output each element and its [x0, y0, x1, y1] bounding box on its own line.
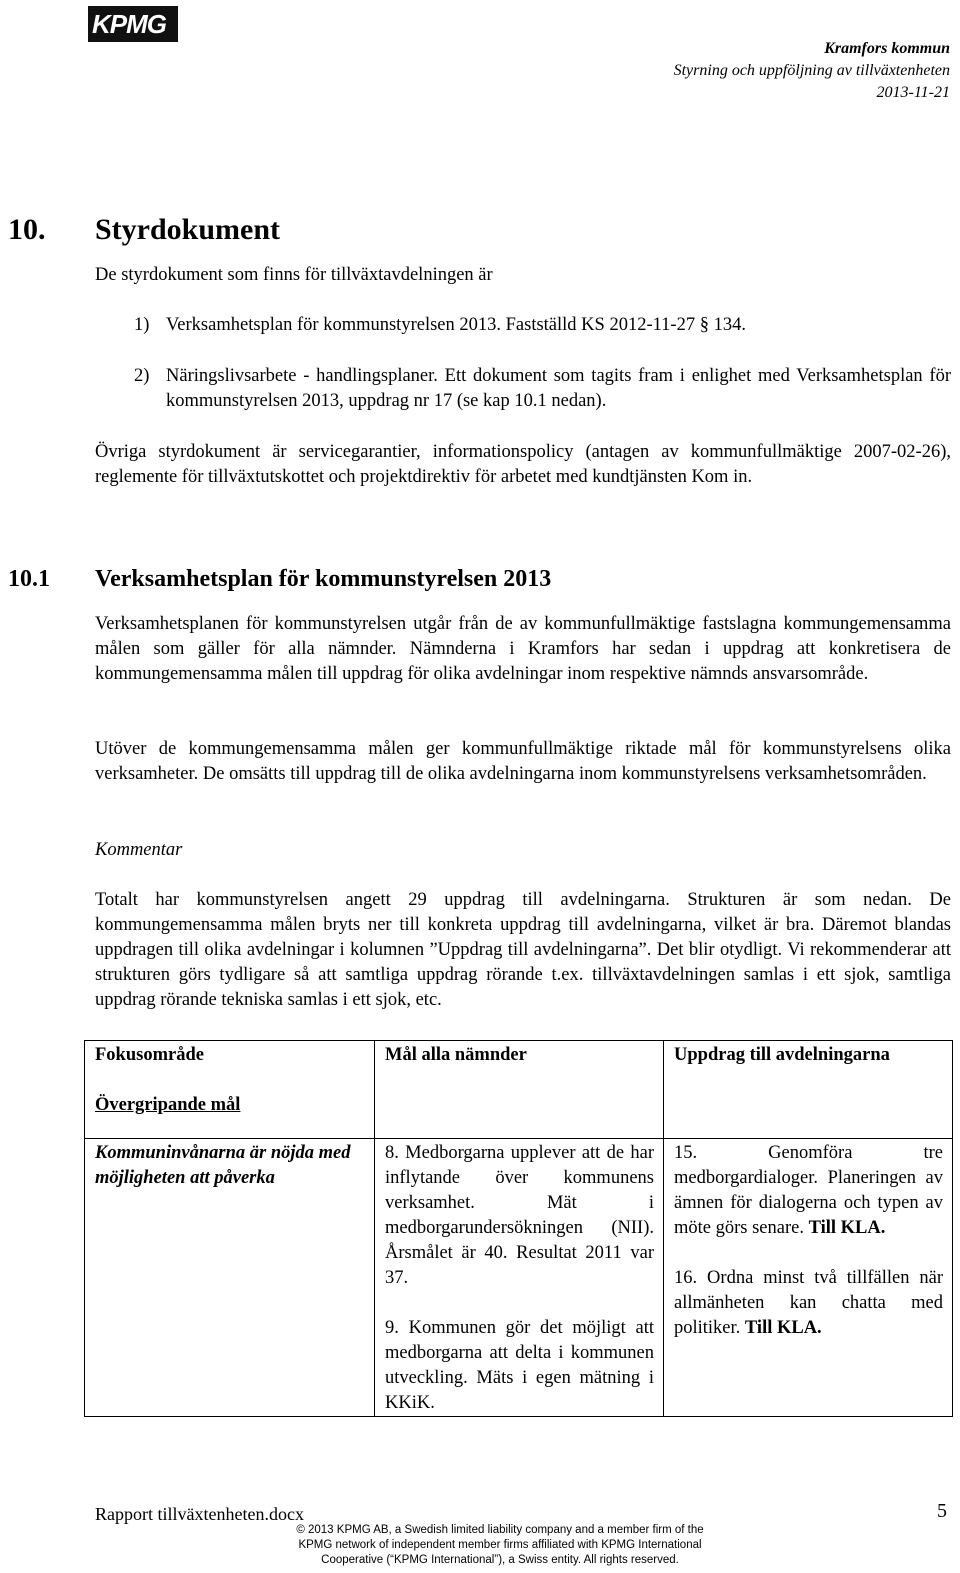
- header-focus: Fokusområde: [95, 1045, 204, 1065]
- copyright-notice: [270, 1523, 730, 1568]
- table-header-row: [85, 1041, 953, 1139]
- header-cell: [664, 1041, 953, 1139]
- list-item-number: 2): [134, 366, 150, 386]
- header-date: 2013-11-21: [876, 84, 950, 101]
- header-assignments: Uppdrag till avdelningarna: [674, 1045, 890, 1065]
- subsection-number: 10.1: [8, 566, 50, 592]
- assignment-item: [674, 1141, 943, 1241]
- header-cell: [85, 1041, 375, 1139]
- header-goals: Mål alla nämnder: [385, 1045, 527, 1065]
- section-number: 10.: [8, 213, 46, 246]
- copyright-line: Cooperative (“KPMG International”), a Swiss entity. All rights reserved.: [321, 1554, 679, 1566]
- copyright-line: © 2013 KPMG AB, a Swedish limited liability company and a member firm of the: [296, 1524, 704, 1536]
- subsection-title: Verksamhetsplan för kommunstyrelsen 2013: [95, 566, 552, 592]
- assignment-recipient: Till KLA.: [808, 1218, 886, 1238]
- page-number: 5: [937, 1500, 947, 1522]
- table-row: [85, 1139, 953, 1417]
- header-overall-goal: Övergripande mål: [95, 1095, 241, 1115]
- section-intro: De styrdokument som finns för tillväxtavdelningen är: [95, 265, 493, 285]
- focus-area-text: Kommuninvånarna är nöjda med möjligheten att påverka: [95, 1143, 351, 1188]
- header-cell: [375, 1041, 664, 1139]
- subsection-paragraph-1: Verksamhetsplanen för kommunstyrelsen utgår från de av kommunfullmäktige fastslagna kommungemensamma målen som gäller för alla nämnder. Nämnderna i Kramfors har sedan i uppdrag att konkretisera de kommungemensamma målen till uppdrag för olika avdelningar inom respektive nämnds ansvarsområde.: [95, 614, 951, 684]
- list-item-text: Näringslivsarbete - handlingsplaner. Ett dokument som tagits fram i enlighet med Verksamhetsplan för kommunstyrelsen 2013, uppdrag nr 17 (se kap 10.1 nedan).: [166, 366, 951, 411]
- assignment-item: [674, 1266, 943, 1341]
- subsection-paragraph-2: Utöver de kommungemensamma målen ger kommunfullmäktige riktade mål för kommunstyrelsens olika verksamheter. De omsätts till uppdrag till de olika avdelningarna inom kommunstyrelsens verksamhetsområden.: [95, 739, 951, 784]
- goal-text: 9. Kommunen gör det möjligt att medborgarna att delta i kommunen utveckling. Mäts i egen mätning i KKiK.: [385, 1318, 654, 1413]
- comment-label: Kommentar: [95, 840, 183, 860]
- list-item-number: 1): [134, 315, 150, 335]
- table-cell: [375, 1139, 664, 1417]
- header-client: Kramfors kommun: [824, 40, 950, 57]
- assignment-text: 16. Ordna minst två tillfällen när allmänheten kan chatta med politiker.: [674, 1268, 943, 1338]
- table-cell: [85, 1139, 375, 1417]
- assignment-recipient: Till KLA.: [744, 1318, 822, 1338]
- list-item-text: Verksamhetsplan för kommunstyrelsen 2013. Fastställd KS 2012-11-27 § 134.: [166, 315, 746, 335]
- table-cell: [664, 1139, 953, 1417]
- copyright-line: KPMG network of independent member firms affiliated with KPMG International: [298, 1539, 702, 1551]
- kpmg-logo: [88, 6, 178, 42]
- footer-filename: Rapport tillväxtenheten.docx: [95, 1504, 304, 1524]
- section-title: Styrdokument: [95, 213, 281, 246]
- header-subject: Styrning och uppföljning av tillväxtenheten: [673, 62, 950, 79]
- goal-text: 8. Medborgarna upplever att de har inflytande över kommunens verksamhet. Mät i medborgarundersökningen (NII). Årsmålet är 40. Resultat 2011 var 37.: [385, 1143, 654, 1288]
- logo-text: KPMG: [92, 8, 166, 39]
- comment-paragraph: Totalt har kommunstyrelsen angett 29 uppdrag till avdelningarna. Strukturen är som nedan. De kommungemensamma målen bryts ner till konkreta uppdrag till avdelningarna, vilket är bra. Däremot blandas uppdragen till olika avdelningar i kolumnen ”Uppdrag till avdelningarna”. Det blir otydligt. Vi rekommenderar att strukturen görs tydligare så att samtliga uppdrag rörande t.ex. tillväxtavdelningen samlas i ett sjok, samtliga uppdrag rörande tekniska samlas i ett sjok, etc.: [95, 890, 951, 1010]
- assignment-text: 15. Genomföra tre medborgardialoger. Planeringen av ämnen för dialogerna och typen av möte görs senare.: [674, 1143, 943, 1238]
- goals-table: [84, 1040, 953, 1417]
- other-documents-paragraph: Övriga styrdokument är servicegarantier, informationspolicy (antagen av kommunfullmäktige 2007-02-26), reglemente för tillväxtutskottet och projektdirektiv för arbetet med kundtjänsten Kom in.: [95, 442, 951, 487]
